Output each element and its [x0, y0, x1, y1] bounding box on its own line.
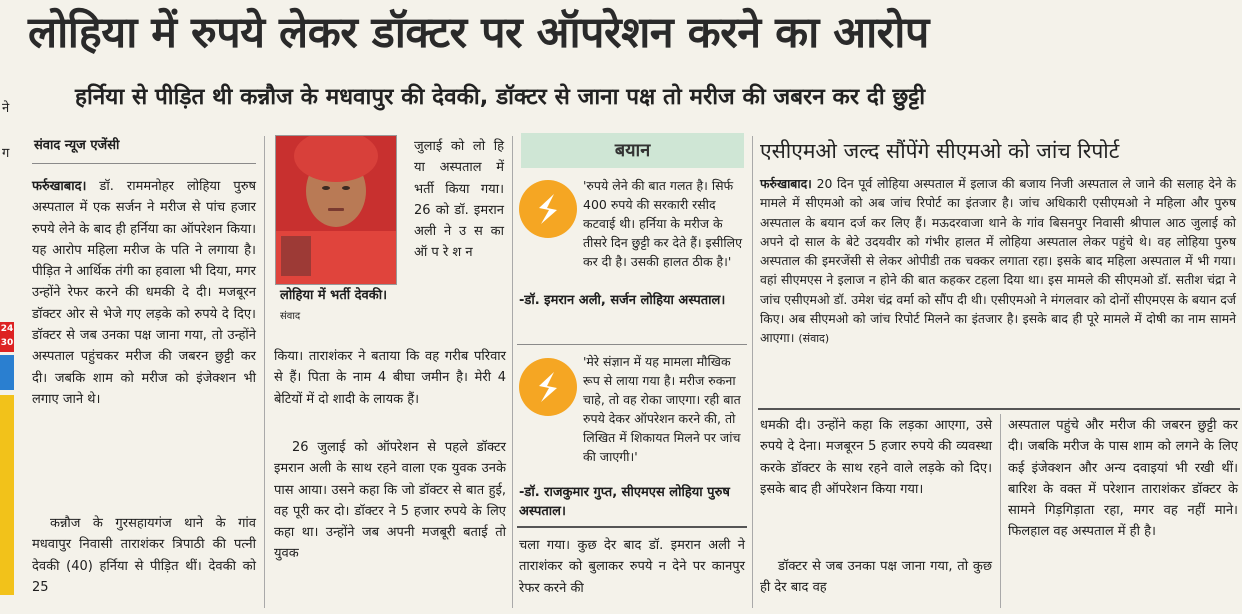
caption-text: लोहिया में भर्ती देवकी।: [280, 288, 388, 303]
column-5: अस्पताल पहुंचे और मरीज की जबरन छुट्टी कर दी। जबकि मरीज के पास शाम को लगने के लिए कई इंजेक्शन और अन्य दवाइयां भी रखी थीं। बारिश के वक्त में परेशान ताराशंकर डॉक्टर के सामने गिड़गिड़ाता रहा, मगर वह नहीं माने। फिलहाल वह अस्पताल में ही है।: [1008, 418, 1238, 540]
body-text: डॉ. राममनोहर लोहिया पुरुष अस्पताल में एक सर्जन ने मरीज से पांच हजार रुपये लेने के बाद ही हर्निया का ऑपरेशन किया। यह आरोप महिला मरीज के पति ने लगाया है। पीड़ित ने आर्थिक तंगी का हवाला भी दिया, मगर उन्होंने रेफर करने की धमकी दे दी। मजबूरन डॉक्टर ओर से भेजे गए लड़के को रुपये दे दिए। डॉक्टर से जब उनका पक्ष जाना गया, तो उन्होंने अस्पताल पहुंचकर मरीज की जबरन छुट्टी कर दी। जबकि शाम को मरीज को इंजेक्शन भी लगाए जाने थे।: [32, 179, 256, 407]
column-divider: [1000, 414, 1001, 608]
column-4: धमकी दी। उन्होंने कहा कि लड़का आएगा, उसे रुपये दे देना। मजबूरन 5 हजार रुपये की व्यवस्था करके डॉक्टर के साथ रहने वाले लड़के को दिए। इसके बाद ही ऑपरेशन किया गया।: [760, 418, 992, 497]
photo-caption: [280, 286, 400, 327]
side-divider: [758, 408, 1240, 410]
patient-photo: [275, 135, 397, 285]
column-2: किया। ताराशंकर ने बताया कि वह गरीब परिवार से हैं। पिता के नाम 4 बीघा जमीन है। मेरी 4 बेटियों में दो शादी के लायक हैं।: [274, 349, 506, 407]
byline: संवाद न्यूज एजेंसी: [34, 138, 120, 153]
quote-divider: [517, 526, 747, 528]
side-text: 20 दिन पूर्व लोहिया अस्पताल में इलाज की बजाय निजी अस्पताल ले जाने की सलाह देने के मामले में सीएमओ को अब जांच रिपोर्ट का इंतजार है। जांच अधिकारी एसीएमओ ने महिला और पुरुष अस्पताल के बयान दर्ज कर लिए हैं। मऊदरवाजा थाने के गांव बिसनपुर निवासी श्रीपाल आठ जुलाई को अपने दो साल के बेटे उदयवीर को गंभीर हालत में लोहिया अस्पताल लेकर पहुंचे थे। वह लोहिया पुरुष अस्पताल की इमरजेंसी से लेकर ओपीडी तक चक्कर लगाता रहा। इसके बाद महिला अस्पताल में भी गया। वहां सीएमएस ने इलाज न होने की बात कहकर टहला दिया था। इस मामले की सीएमओ डॉ. सतीश चंद्रा ने जांच एसीएमओ डॉ. उमेश चंद्र वर्मा को सौंप दी थी। एसीएमओ ने मंगलवार को दोनों सीएमएस के बयान दर्ज किए। अब सीएमओ को जांच रिपोर्ट मिलने का इंतजार है। इसके बाद ही पूरे मामले में दोषी का नाम सामने आएगा।: [760, 176, 1236, 346]
quote-1-author: -डॉ. इमरान अली, सर्जन लोहिया अस्पताल।: [519, 293, 726, 308]
column-divider: [752, 136, 753, 608]
column-2-para2: 26 जुलाई को ऑपरेशन से पहले डॉक्टर इमरान अली के साथ रहने वाला एक युवक उनके पास आया। उसने कहा कि जो डॉक्टर से बात हुई, वह पूरी कर दो। डॉक्टर ने 5 हजार रुपये के लिए कहा था। उन्होंने जब अपनी मजबूरी बताई तो युवक: [274, 440, 506, 562]
column-2-top: जुलाई को लो हि या अस्पताल में भर्ती किया गया। 26 को डॉ. इमरान अली ने उ स का ऑ प रे श न: [414, 139, 504, 261]
column-divider: [512, 136, 513, 608]
dateline: फर्रुखाबाद।: [32, 179, 87, 194]
side-headline: एसीएमओ जल्द सौंपेंगे सीएमओ को जांच रिपोर्ट: [760, 139, 1120, 163]
margin-fragment: ने: [2, 101, 10, 116]
headline: लोहिया में रुपये लेकर डॉक्टर पर ऑपरेशन करने का आरोप: [28, 8, 929, 58]
caption-credit: संवाद: [280, 311, 301, 322]
margin-strip-blue: [0, 355, 14, 390]
side-dateline: फर्रुखाबाद।: [760, 176, 812, 191]
column-divider: [264, 136, 265, 608]
subheadline: हर्निया से पीड़ित थी कन्नौज के मधवापुर की देवकी, डॉक्टर से जाना पक्ष तो मरीज की जबरन कर दी छुट्टी: [75, 84, 926, 110]
quote-2: [583, 352, 743, 466]
margin-strip-yellow: [0, 395, 14, 595]
side-credit: (संवाद): [798, 332, 830, 346]
margin-strip: 24 30: [0, 322, 14, 352]
column-3-bottom: चला गया। कुछ देर बाद डॉ. इमरान अली ने ताराशंकर को बुलाकर रुपये न देने पर कानपुर रेफर करने की: [519, 538, 745, 596]
column-1: [32, 176, 256, 410]
column-1-para2: कन्नौज के गुरसहायगंज थाने के गांव मधवापुर निवासी ताराशंकर त्रिपाठी की पत्नी देवकी (40) हर्निया से पीड़ित थीं। देवकी को 25: [32, 516, 256, 595]
quote-2-text: 'मेरे संज्ञान में यह मामला मौखिक रूप से लाया गया है। मरीज रुकना चाहे, तो वह रोका जाएगा। रही बात रुपये देकर ऑपरेशन करने की, तो लिखित में शिकायत मिलने पर जांच की जाएगी।': [583, 354, 741, 464]
quote-1-text: 'रुपये लेने की बात गलत है। सिर्फ 400 रुपये की सरकारी रसीद कटवाई थी। हर्निया के मरीज के तीसरे दिन छुट्टी कर देते हैं। इसीलिए कर दी है। उसकी हालत ठीक है।': [583, 178, 742, 269]
quote-1: [583, 176, 743, 271]
margin-fragment: ग: [2, 146, 10, 161]
photo-image: [276, 136, 396, 284]
column-4-para2: डॉक्टर से जब उनका पक्ष जाना गया, तो कुछ ही देर बाद वह: [760, 559, 992, 596]
side-story: [760, 174, 1236, 349]
quote-divider: [517, 344, 747, 345]
quote-icon: [519, 180, 577, 238]
quote-icon: [519, 358, 577, 416]
byline-rule: [32, 163, 256, 164]
quote-2-author: -डॉ. राजकुमार गुप्त, सीएमएस लोहिया पुरुष अस्पताल।: [519, 485, 730, 519]
bayan-header: बयान: [521, 133, 744, 168]
